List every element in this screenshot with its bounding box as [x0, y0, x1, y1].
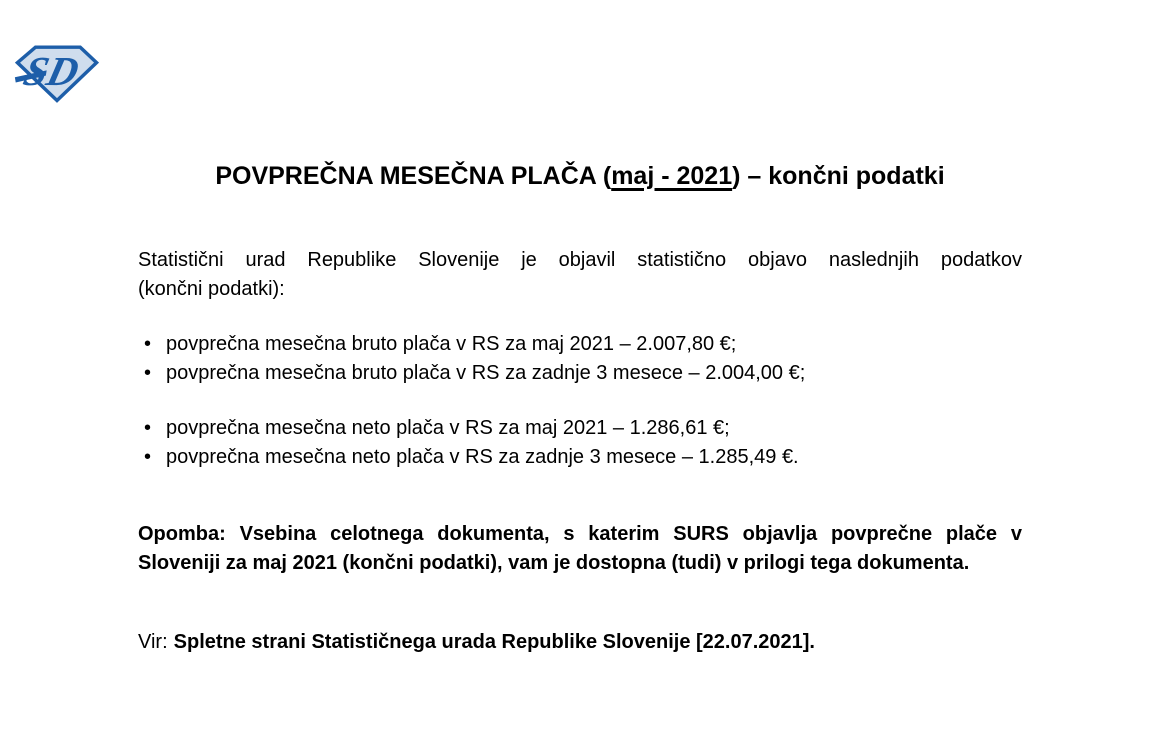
document-title — [138, 161, 1022, 191]
list-item-bruto-3-mesece: • povprečna mesečna bruto plača v RS za zadnje 3 mesece – 2.004,00 €; — [138, 359, 1022, 388]
title-suffix: ) – končni podatki — [732, 162, 945, 190]
source-label: Vir: — [138, 631, 168, 653]
note-line-2: Sloveniji za maj 2021 (končni podatki), vam je dostopna (tudi) v prilogi tega dokumenta. — [138, 552, 970, 574]
neto-salary-list — [138, 414, 1022, 472]
title-prefix: POVPREČNA MESEČNA PLAČA ( — [215, 162, 612, 190]
sd-logo — [14, 42, 100, 104]
list-item-bruto-maj: • povprečna mesečna bruto plača v RS za maj 2021 – 2.007,80 €; — [138, 330, 1022, 359]
note-paragraph — [138, 520, 1022, 578]
note-line-1: Opomba: Vsebina celotnega dokumenta, s katerim SURS objavlja povprečne plače v — [138, 523, 1022, 545]
intro-paragraph — [138, 246, 1022, 304]
bruto-salary-list — [138, 330, 1022, 388]
source-line — [138, 628, 1022, 657]
source-text: Spletne strani Statističnega urada Republike Slovenije [22.07.2021]. — [173, 631, 815, 653]
list-item-neto-3-mesece: • povprečna mesečna neto plača v RS za zadnje 3 mesece – 1.285,49 €. — [138, 443, 1022, 472]
title-date-underlined: maj - 2021 — [611, 162, 733, 190]
intro-line-2: (končni podatki): — [138, 278, 285, 300]
logo-letters: SD — [19, 49, 84, 95]
intro-line-1: Statistični urad Republike Slovenije je objavil statistično objavo naslednjih podatkov — [138, 249, 1022, 271]
list-item-neto-maj: • povprečna mesečna neto plača v RS za maj 2021 – 1.286,61 €; — [138, 414, 1022, 443]
